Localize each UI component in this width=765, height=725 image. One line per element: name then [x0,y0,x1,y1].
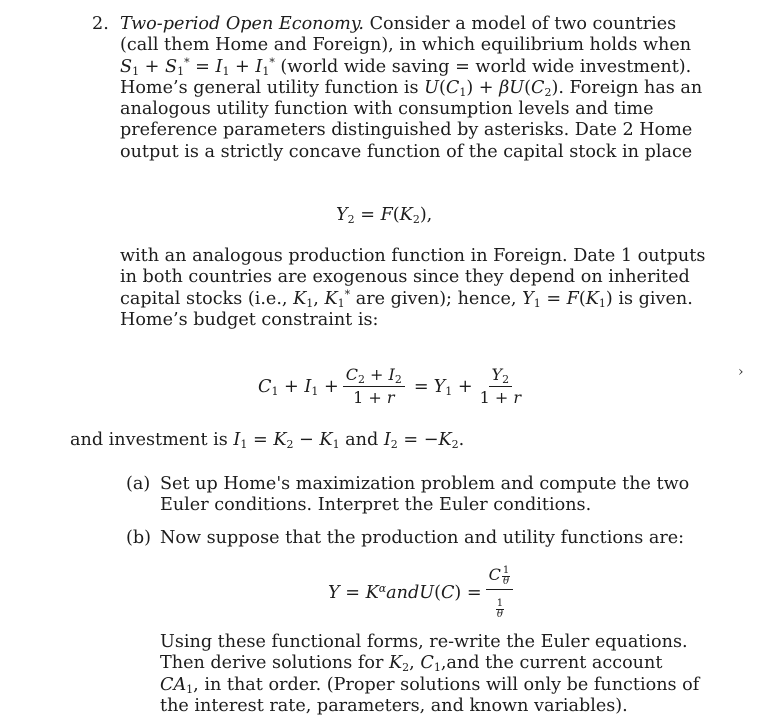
part-a [126,474,700,517]
utility-fraction: C $\frac{1}{\theta}$ $\frac{1}{\theta}$ [486,566,514,620]
problem-title: Two-period Open Economy. [120,14,364,34]
part-b-followup: Using these functional forms, re-write the Euler equations. Then derive solutions for $K_2$, $C_1,and$ the current account $CA_1$, in that order. (Proper solutions will only be functions of the interest rate, parameters, and known variables). [160,632,700,716]
paragraph-production: with an analogous production function in Foreign. Date 1 outputs in both countries are exogenous since they depend on inherited capital stocks (i.e., $K_1$, $K_1^*$ are given); hence, $Y_1 = F(K_1)$ is given. Home’s budget constraint is: [120,246,706,330]
problem-number: 2. [92,14,109,34]
part-b [126,528,700,549]
budget-fraction-left: $\frac{C_2 + I_2}{1 + r}$ [343,366,405,407]
equation-budget-constraint: $C_1 + I_1$ + $\frac{C_2 + I_2}{1 + r}$ = $Y_1$ + $\frac{Y_2}{1 + r}$ [258,366,528,407]
paragraph-investment: and investment is $I_1 = K_2 - K_1$ and $I_2 = -K_2$. [70,430,465,451]
part-b-label: (b) [126,528,151,548]
margin-mark: › [738,364,744,380]
equation-functional-forms: $Y = K^\alpha andU(C)$ = C $\frac{1}{\theta}$ $\frac{1}{\theta}$ [328,566,517,620]
problem-intro: 2. Two-period Open Economy. Consider a model of two countries (call them Home and Foreign), in which equilibrium holds when $S_1 + S_1^* = I_1 + I_1^*$ (world wide saving = world wide investment). Home’s general utility function is $U(C_1) + \beta U(C_2)$. Foreign has an analogous utility function with consumption levels and time preference parameters distinguished by asterisks. Date 2 Home output is a strictly concave function of the capital stock in place [92,14,703,162]
equation-output: $Y_2 = F(K_2)$, [336,205,433,226]
part-a-text: Set up Home's maximization problem and compute the two Euler conditions. Interpret the Euler conditions. [160,474,690,516]
part-a-label: (a) [126,474,151,494]
part-b-text: Now suppose that the production and utility functions are: [160,528,685,548]
budget-fraction-right: $\frac{Y_2}{1 + r}$ [479,365,521,407]
